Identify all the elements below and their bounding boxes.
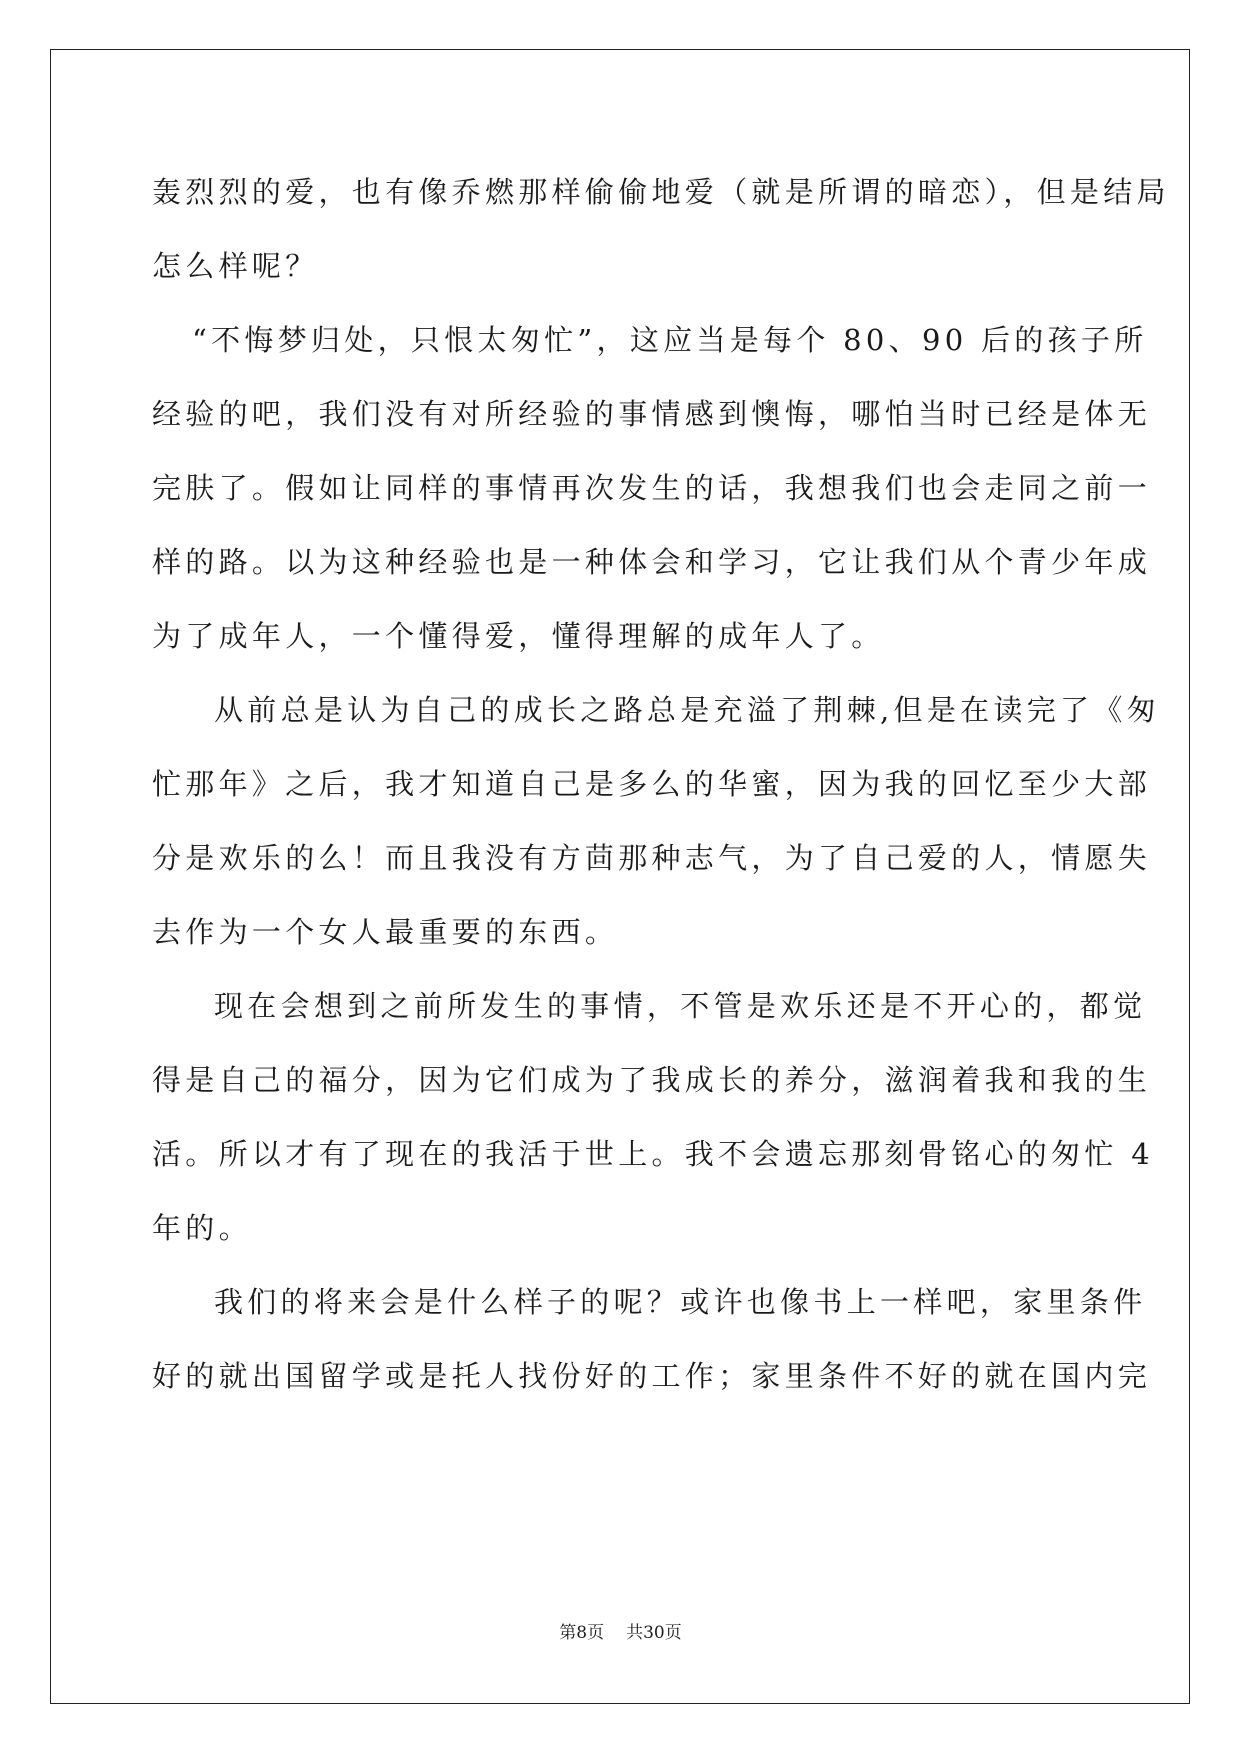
text-line: 经验的吧，我们没有对所经验的事情感到懊悔，哪怕当时已经是体无 [152,397,1152,431]
text-line: 怎么样呢？ [152,249,319,283]
text-line: 去作为一个女人最重要的东西。 [152,915,619,949]
text-line: 年的。 [152,1211,252,1245]
text-line: 我们的将来会是什么样子的呢？或许也像书上一样吧，家里条件 [214,1285,1147,1319]
page-total: 共30页 [626,1623,682,1643]
page-number: 第8页 [559,1623,605,1643]
text-line: 活。所以才有了现在的我活于世上。我不会遗忘那刻骨铭心的匆忙 4 [152,1137,1154,1171]
text-line: 得是自己的福分，因为它们成为了我成长的养分，滋润着我和我的生 [152,1063,1152,1097]
text-line: 样的路。以为这种经验也是一种体会和学习，它让我们从个青少年成 [152,545,1152,579]
document-body [152,161,1170,1419]
text-line: 从前总是认为自己的成长之路总是充溢了荆棘,但是在读完了《匆 [214,693,1160,727]
text-line: 分是欢乐的么！而且我没有方茴那种志气，为了自己爱的人，情愿失 [152,841,1152,875]
text-line: 完肤了。假如让同样的事情再次发生的话，我想我们也会走同之前一 [152,471,1152,505]
page-footer [0,1618,1241,1643]
text-line: “不悔梦归处，只恨太匆忙”，这应当是每个 80、90 后的孩子所 [192,323,1148,357]
text-line: 好的就出国留学或是托人找份好的工作；家里条件不好的就在国内完 [152,1359,1152,1393]
text-line: 忙那年》之后，我才知道自己是多么的华蜜，因为我的回忆至少大部 [152,767,1152,801]
text-line: 现在会想到之前所发生的事情，不管是欢乐还是不开心的，都觉 [214,989,1147,1023]
text-line: 轰烈烈的爱，也有像乔燃那样偷偷地爱（就是所谓的暗恋），但是结局 [152,175,1170,209]
text-line: 为了成年人，一个懂得爱，懂得理解的成年人了。 [152,619,885,653]
